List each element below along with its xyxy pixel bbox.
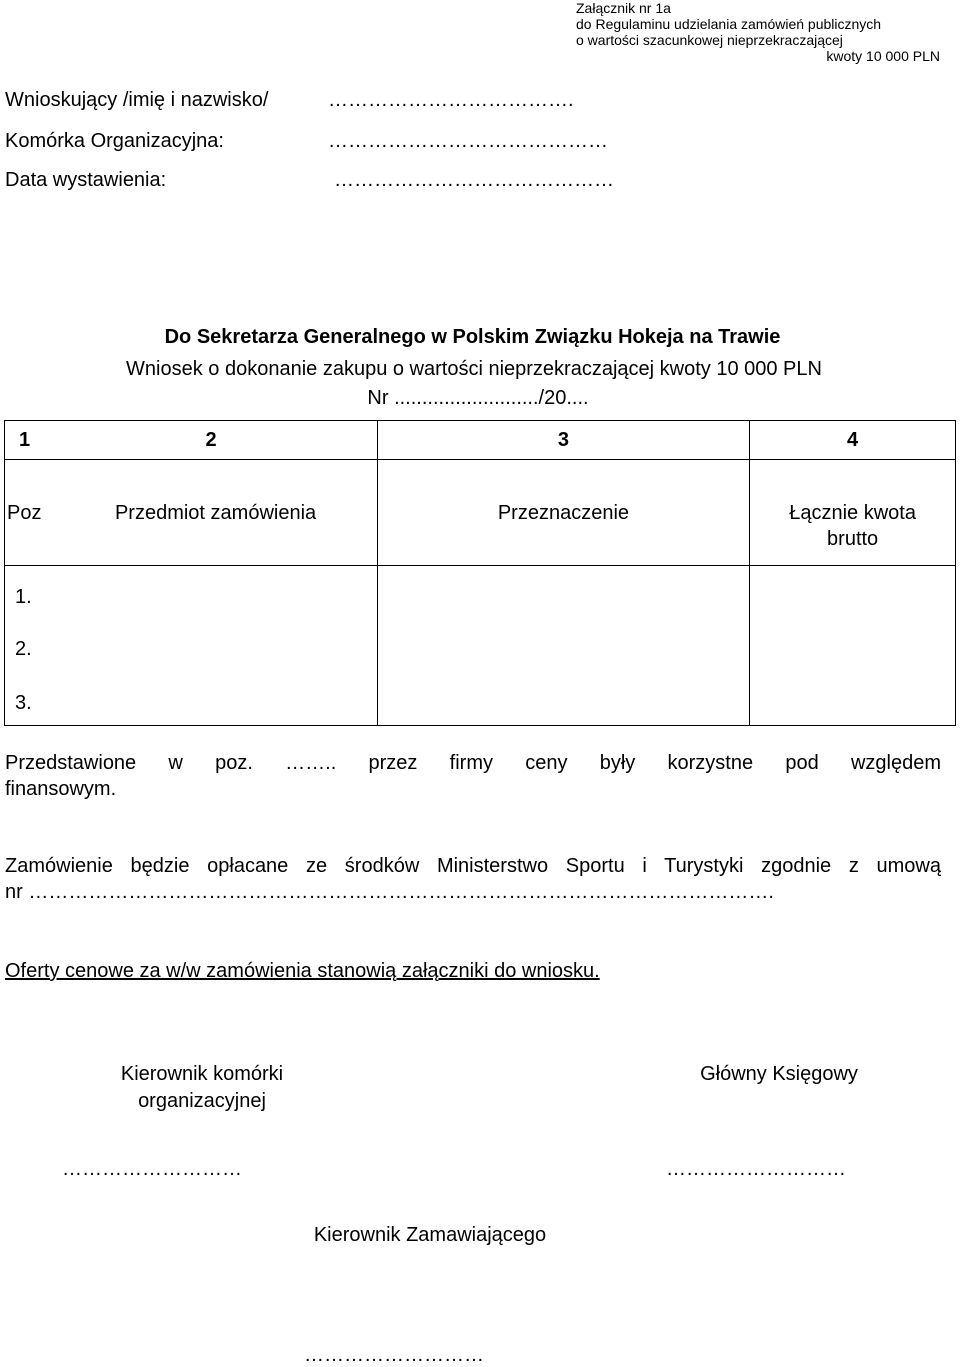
- signature-bottom-title: Kierownik Zamawiającego: [313, 1224, 547, 1246]
- annex-line-2: do Regulaminu udzielania zamówień publicznych: [576, 16, 882, 32]
- row-amount-cell[interactable]: [750, 566, 956, 618]
- request-subtitle: Wniosek o dokonanie zakupu o wartości nieprzekraczającej kwoty 10 000 PLN: [126, 358, 822, 380]
- unit-value[interactable]: ……………………………………: [328, 130, 608, 152]
- row-number: 2.: [5, 618, 55, 672]
- signature-left-dots[interactable]: ………………………: [62, 1158, 242, 1180]
- row-amount-cell[interactable]: [750, 618, 956, 672]
- unit-label: Komórka Organizacyjna:: [5, 130, 224, 152]
- header-poz: Poz: [5, 460, 55, 566]
- request-number: Nr ........................../20....: [367, 387, 589, 409]
- order-table: [4, 420, 956, 726]
- column-number-2: 2: [205, 428, 217, 451]
- row-number: 3.: [5, 672, 55, 726]
- row-purpose-cell[interactable]: [377, 672, 750, 726]
- table-row: [5, 618, 956, 672]
- funding-statement: [5, 853, 941, 905]
- header-row: [5, 460, 956, 566]
- column-number-1: 1: [19, 428, 31, 451]
- addressee-title: Do Sekretarza Generalnego w Polskim Związku Hokeja na Trawie: [164, 326, 781, 348]
- annex-line-3: o wartości szacunkowej nieprzekraczającej: [576, 32, 843, 48]
- signature-left-line2: organizacyjnej: [138, 1090, 266, 1112]
- signature-bottom-dots[interactable]: ………………………: [304, 1344, 484, 1366]
- column-number-3: 3: [377, 421, 750, 460]
- row-amount-cell[interactable]: [750, 672, 956, 726]
- row-purpose-cell[interactable]: [377, 618, 750, 672]
- table-row: [5, 566, 956, 618]
- signature-right-title: Główny Księgowy: [700, 1063, 858, 1085]
- signature-left-title: [82, 1061, 322, 1115]
- signature-right-dots[interactable]: ………………………: [666, 1158, 846, 1180]
- header-amount-line2: brutto: [827, 528, 879, 550]
- row-purpose-cell[interactable]: [377, 566, 750, 618]
- price-statement-line1: Przedstawione w poz. …….. przez firmy ceny były korzystne pod względem: [5, 752, 941, 774]
- applicant-label: Wnioskujący /imię i nazwisko/: [5, 89, 269, 111]
- date-label: Data wystawienia:: [5, 169, 167, 191]
- column-number-row: [5, 421, 956, 460]
- column-number-4: 4: [750, 421, 956, 460]
- row-subject-cell[interactable]: [54, 672, 377, 726]
- funding-statement-line2: nr ………………………………………………………………………………………………….: [5, 881, 774, 903]
- annex-header: [576, 0, 942, 64]
- row-number: 1.: [5, 566, 55, 618]
- annex-line-4: kwoty 10 000 PLN: [826, 48, 940, 64]
- column-number-1-2: [5, 421, 378, 460]
- header-purpose: Przeznaczenie: [377, 460, 750, 566]
- header-amount-line1: Łącznie kwota: [789, 502, 916, 524]
- row-subject-cell[interactable]: [54, 618, 377, 672]
- attachments-note: Oferty cenowe za w/w zamówienia stanowią załączniki do wniosku.: [5, 960, 600, 982]
- price-statement-line2: finansowym.: [5, 778, 117, 800]
- annex-line-1: Załącznik nr 1a: [576, 0, 671, 16]
- table-row: [5, 672, 956, 726]
- price-statement: [5, 750, 941, 802]
- header-subject: Przedmiot zamówienia: [54, 460, 377, 566]
- header-amount: [750, 460, 956, 566]
- row-subject-cell[interactable]: [54, 566, 377, 618]
- date-value[interactable]: ……………………………………: [334, 169, 614, 191]
- funding-statement-line1: Zamówienie będzie opłacane ze środków Ministerstwo Sportu i Turystyki zgodnie z umową: [5, 855, 941, 877]
- applicant-value[interactable]: ……………………………….: [328, 89, 574, 111]
- signature-left-line1: Kierownik komórki: [120, 1063, 284, 1085]
